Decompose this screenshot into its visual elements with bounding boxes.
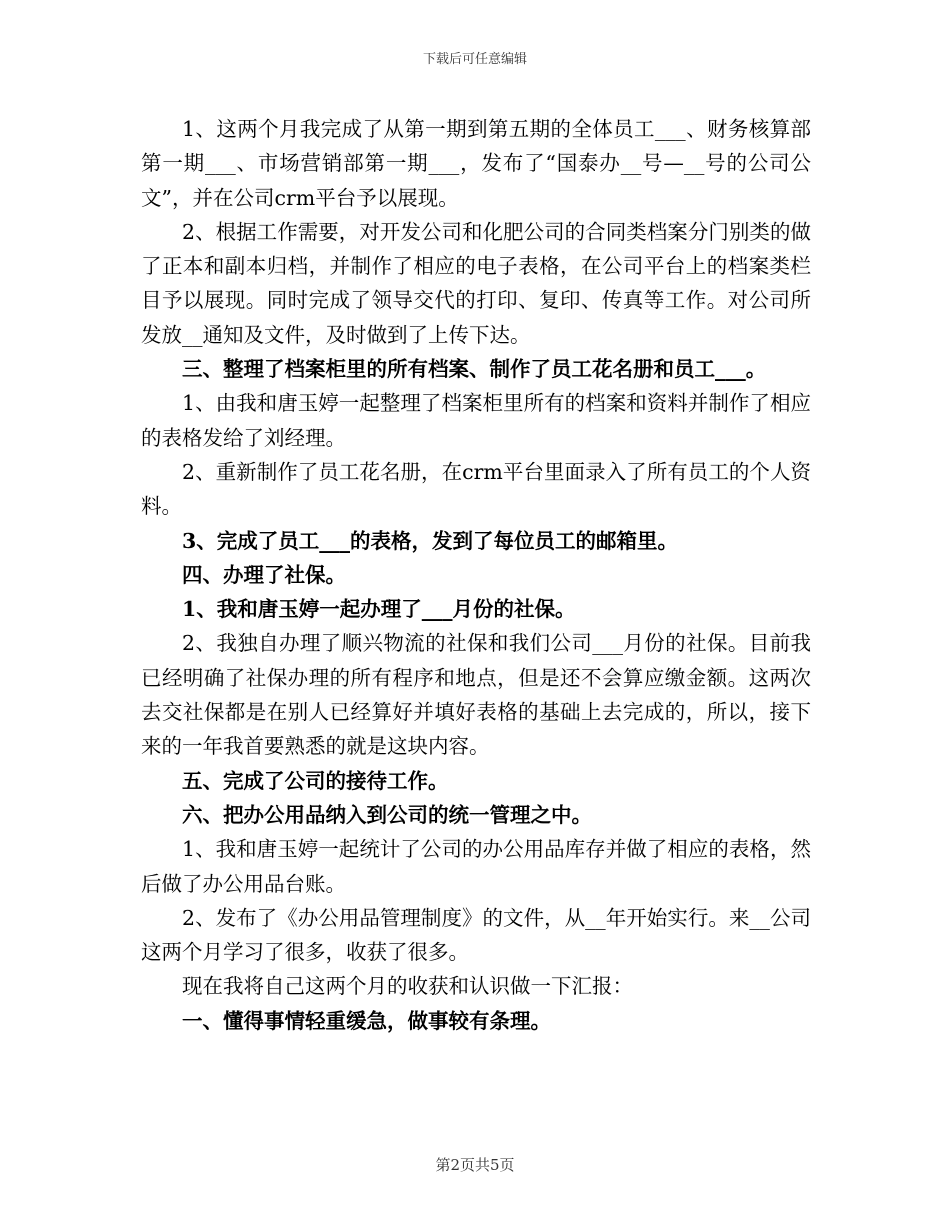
section-heading-7: 四、办理了社保。: [182, 562, 346, 587]
page-footer: 第2页共5页: [435, 1156, 515, 1174]
paragraph-14: 现在我将自己这两个月的收获和认识做一下汇报：: [182, 974, 633, 999]
section-heading-11: 六、把办公用品纳入到公司的统一管理之中。: [182, 802, 592, 827]
page-header: 下载后可任意编辑: [422, 52, 527, 67]
document-body: [141, 112, 811, 1038]
section-heading-10: 五、完成了公司的接待工作。: [182, 768, 449, 793]
paragraph-2: 2、根据工作需要，对开发公司和化肥公司的合同类档案分门别类的做了正本和副本归档，并制作了相应的电子表格，在公司平台上的档案类栏目予以展现。同时完成了领导交代的打印、复印、传真等工作。对公司所发放__通知及文件，及时做到了上传下达。: [141, 219, 811, 347]
section-heading-15: 一、懂得事情轻重缓急，做事较有条理。: [182, 1008, 551, 1033]
paragraph-12: 1、我和唐玉婷一起统计了公司的办公用品库存并做了相应的表格，然后做了办公用品台账。: [141, 837, 811, 896]
bold-item-6: 3、完成了员工___的表格，发到了每位员工的邮箱里。: [182, 528, 679, 553]
bold-item-8: 1、我和唐玉婷一起办理了___月份的社保。: [182, 597, 576, 622]
paragraph-1: 1、这两个月我完成了从第一期到第五期的全体员工___、财务核算部第一期___、市场营销部第一期___，发布了“国泰办__号—__号的公司公文”，并在公司crm平台予以展现。: [141, 117, 811, 210]
section-heading-3: 三、整理了档案柜里的所有档案、制作了员工花名册和员工___。: [182, 357, 767, 382]
paragraph-13: 2、发布了《办公用品管理制度》的文件，从__年开始实行。来__公司这两个月学习了很多，收获了很多。: [141, 905, 811, 965]
paragraph-5: 2、重新制作了员工花名册，在crm平台里面录入了所有员工的个人资料。: [141, 459, 811, 519]
paragraph-9: 2、我独自办理了顺兴物流的社保和我们公司___月份的社保。目前我已经明确了社保办理的所有程序和地点，但是还不会算应缴金额。这两次去交社保都是在别人已经算好并填好表格的基础上去完成的，所以，接下来的一年我首要熟悉的就是这块内容。: [141, 631, 811, 759]
paragraph-4: 1、由我和唐玉婷一起整理了档案柜里所有的档案和资料并制作了相应的表格发给了刘经理。: [141, 391, 811, 450]
